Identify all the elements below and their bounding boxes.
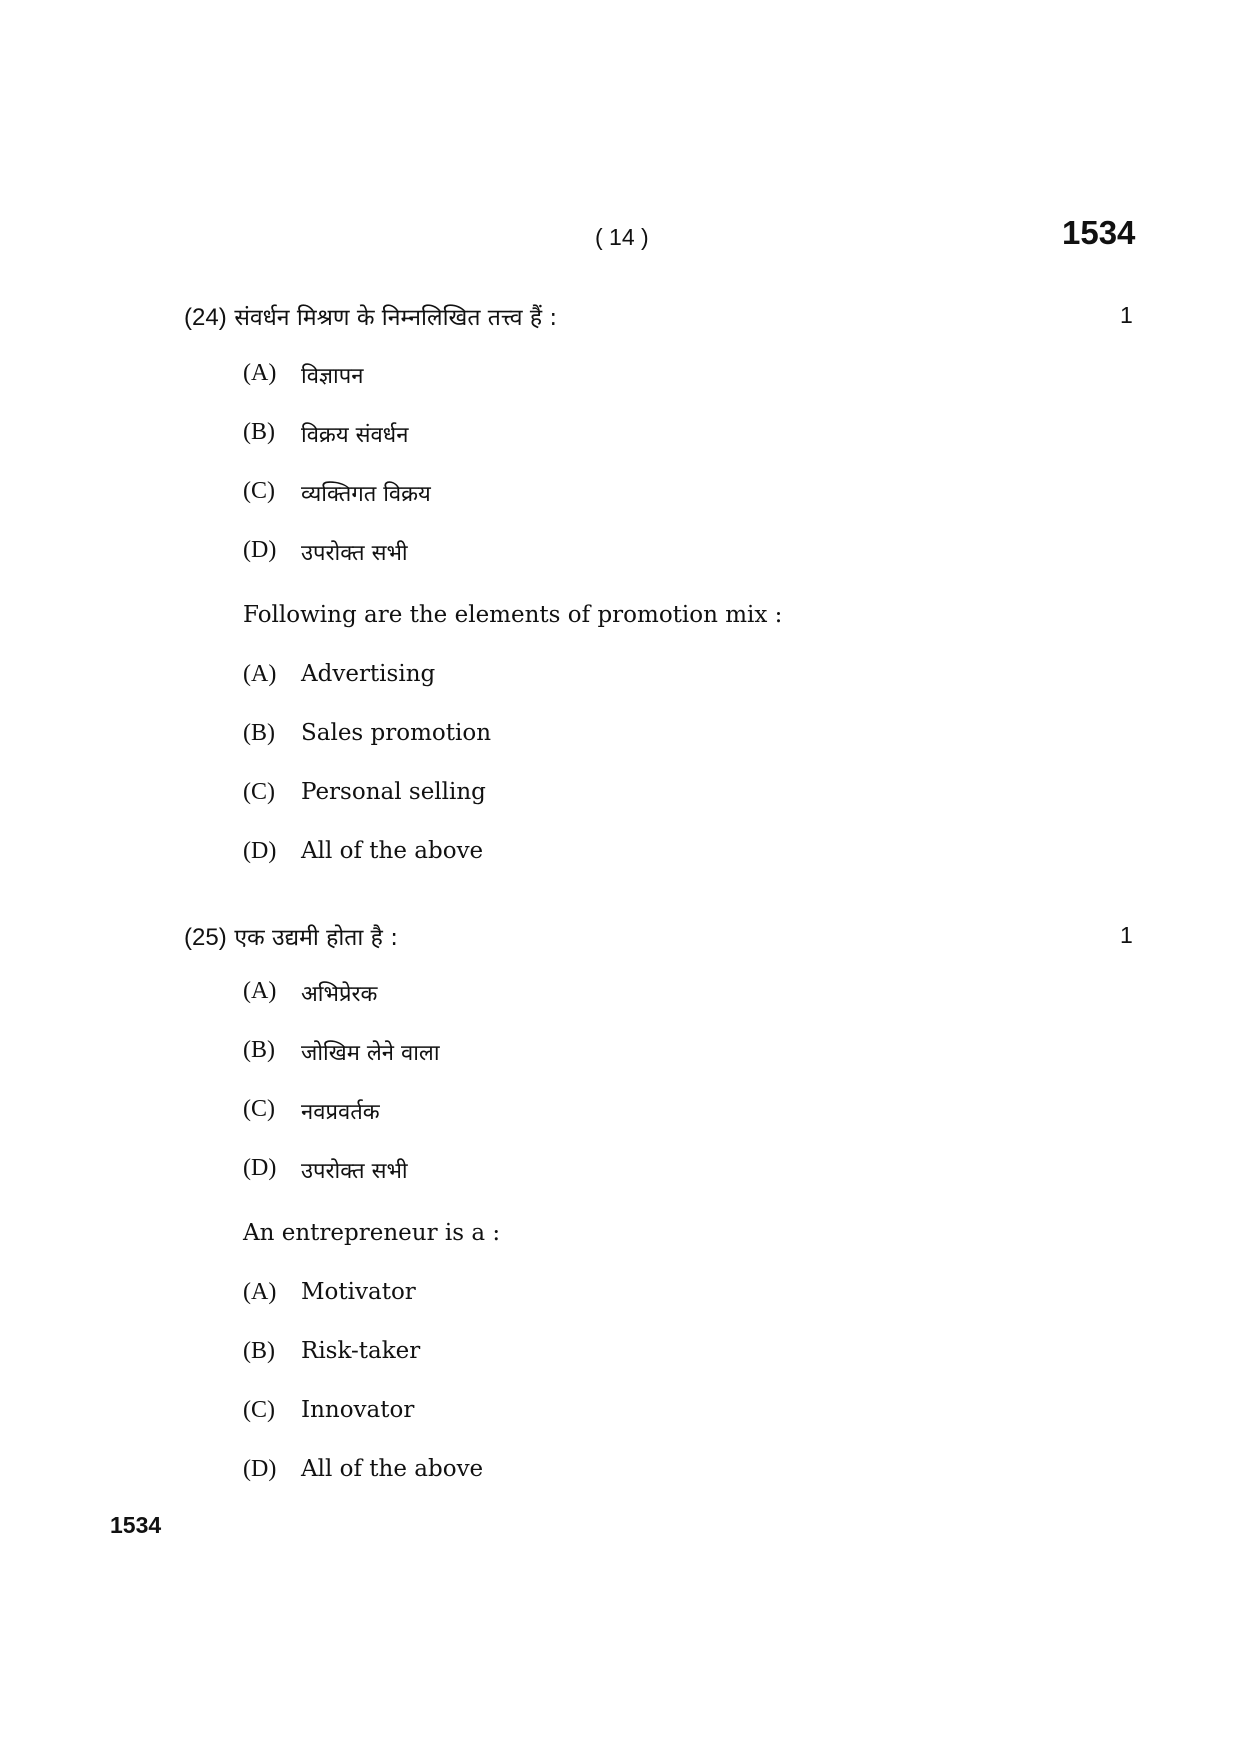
paper-code-footer: 1534: [110, 1512, 162, 1538]
option-letter: (D): [243, 1155, 277, 1181]
option-letter: (D): [243, 1456, 277, 1482]
option-text-english: Risk-taker: [301, 1338, 421, 1364]
option-letter: (C): [243, 779, 275, 805]
option-text-english: All of the above: [301, 1456, 484, 1482]
option-letter: (D): [243, 838, 277, 864]
option-text-hindi: उपरोक्त सभी: [301, 541, 408, 566]
option-text-english: Innovator: [301, 1397, 415, 1423]
option-letter: (B): [243, 1037, 275, 1063]
page-number: ( 14 ): [595, 224, 649, 250]
option-text-hindi: व्यक्तिगत विक्रय: [301, 482, 431, 507]
question-stem-hindi: [184, 300, 557, 332]
option-text-hindi: नवप्रवर्तक: [301, 1100, 380, 1125]
option-letter: (C): [243, 478, 275, 504]
option-text-hindi: अभिप्रेरक: [301, 982, 378, 1007]
paper-code-header: 1534: [1062, 214, 1136, 251]
question-marks: 1: [1120, 922, 1133, 948]
option-letter: (A): [243, 360, 277, 386]
option-letter: (B): [243, 720, 275, 746]
option-text-english: Sales promotion: [301, 720, 492, 746]
option-text-english: Advertising: [301, 661, 436, 687]
question-text-hindi: संवर्धन मिश्रण के निम्नलिखित तत्त्व हैं :: [234, 305, 558, 331]
question-marks: 1: [1120, 302, 1133, 328]
question-stem-hindi: [184, 920, 398, 952]
question-text-english: An entrepreneur is a :: [243, 1220, 501, 1246]
option-letter: (C): [243, 1397, 275, 1423]
option-text-english: Motivator: [301, 1279, 416, 1305]
option-letter: (A): [243, 1279, 277, 1305]
option-text-english: Personal selling: [301, 779, 486, 805]
question-text-hindi: एक उद्यमी होता है :: [234, 925, 398, 951]
option-letter: (A): [243, 661, 277, 687]
option-text-hindi: उपरोक्त सभी: [301, 1159, 408, 1184]
option-letter: (B): [243, 1338, 275, 1364]
option-letter: (D): [243, 537, 277, 563]
option-letter: (B): [243, 419, 275, 445]
option-letter: (C): [243, 1096, 275, 1122]
option-letter: (A): [243, 978, 277, 1004]
question-text-english: Following are the elements of promotion mix :: [243, 602, 783, 628]
option-text-hindi: जोखिम लेने वाला: [301, 1041, 440, 1066]
question-number: (24): [184, 304, 227, 331]
question-number: (25): [184, 924, 227, 951]
option-text-english: All of the above: [301, 838, 484, 864]
option-text-hindi: विक्रय संवर्धन: [301, 423, 409, 448]
option-text-hindi: विज्ञापन: [301, 364, 364, 389]
